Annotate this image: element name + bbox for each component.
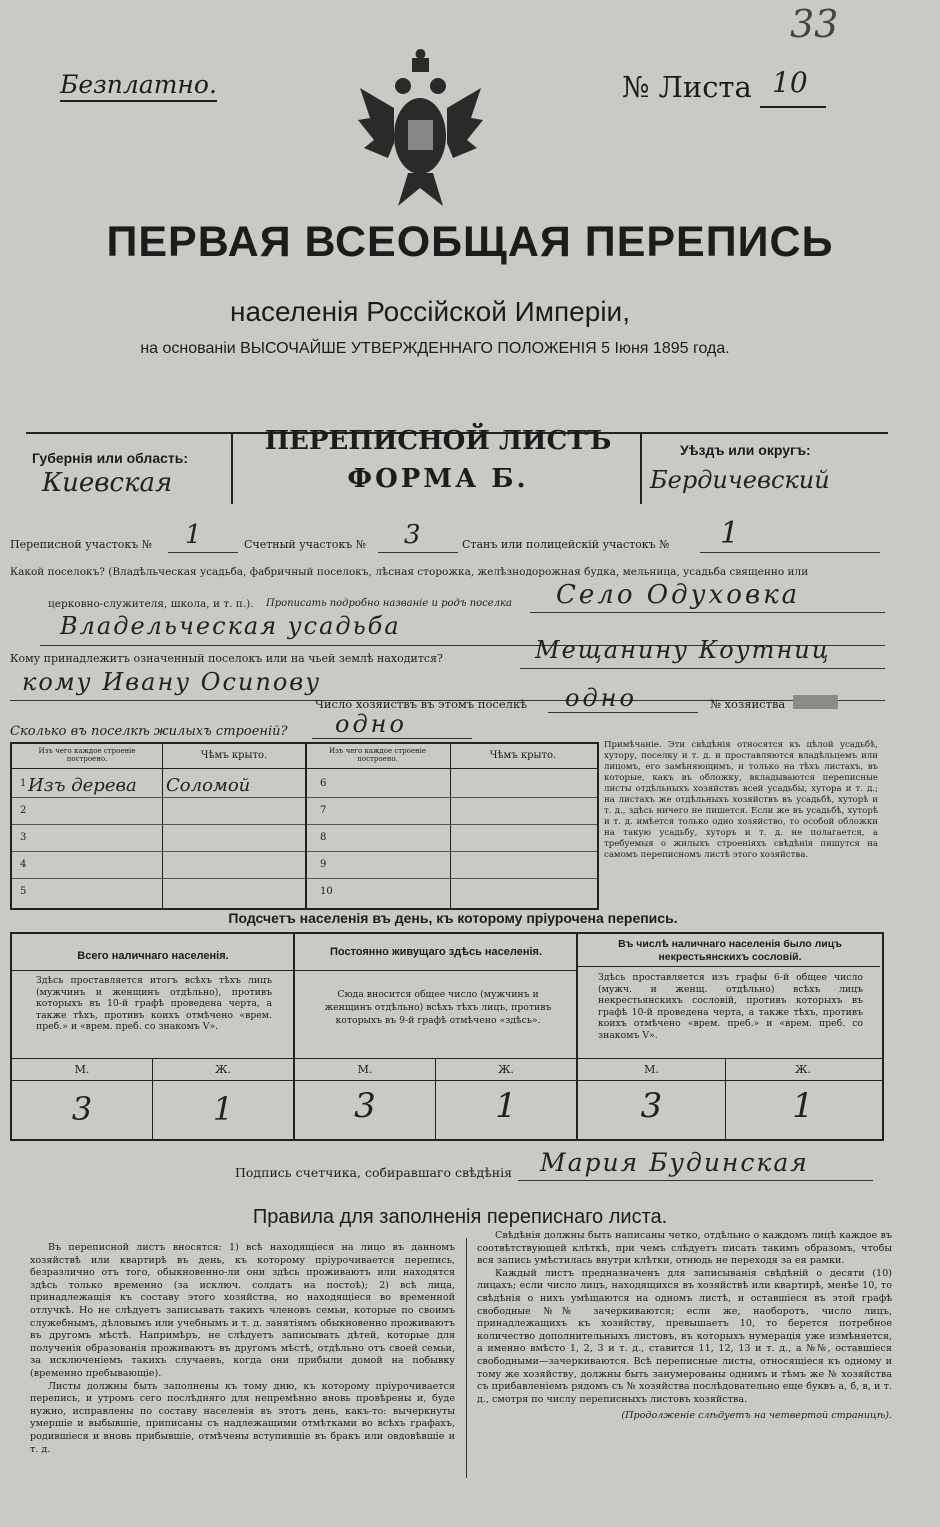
settlement-question-cont: церковно-служителя, школа, и т. п.). bbox=[48, 598, 254, 610]
pop-c2-m-label: М. bbox=[357, 1063, 373, 1076]
signature-line bbox=[518, 1180, 873, 1181]
pop-col2-title: Постоянно живущаго здѣсь населенія. bbox=[329, 946, 543, 958]
building-row-number: 8 bbox=[320, 832, 327, 843]
settlement-value-1: Село Одуховка bbox=[556, 580, 801, 610]
households-line bbox=[548, 712, 698, 713]
row1-roof-value: Соломой bbox=[166, 775, 251, 796]
settlement-question: Какой поселокъ? (Владѣльческая усадьба, фабричный поселокъ, лѣсная сторожка, желѣзнодорожная будка, мельница, усадьба священно или bbox=[10, 566, 809, 578]
pop-c3-m-value: 3 bbox=[640, 1086, 663, 1126]
page-subtitle: населенія Россійской Имперіи, bbox=[230, 296, 630, 327]
rules-right-para1: Свѣдѣнія должны быть написаны четко, отдѣльно о каждомъ лицѣ каждое въ соотвѣтствующей клѣткѣ, при чемъ слѣдуетъ писать такимъ образомъ, чтобы вся запись умѣстилась внутри клѣтки, отнюдь не переходя за ея рамки. bbox=[477, 1230, 892, 1267]
pop-c3-m-label: М. bbox=[644, 1063, 659, 1076]
household-number-blot bbox=[793, 695, 838, 709]
census-district-label: Переписной участокъ № bbox=[10, 538, 153, 551]
stan-value: 1 bbox=[720, 516, 740, 551]
uezd-value: Бердичевский bbox=[650, 466, 830, 494]
buildings-header-roof-left: Чѣмъ крыто. bbox=[200, 750, 268, 761]
pop-col3-title: Въ числѣ наличнаго населенія было лицъ некрестьянскихъ сословій. bbox=[618, 938, 842, 963]
count-district-value: 3 bbox=[404, 520, 421, 550]
building-row-line bbox=[307, 878, 597, 879]
settlement-hint: Прописать подробно названіе и родъ поселка bbox=[266, 598, 512, 609]
building-row-number: 7 bbox=[320, 805, 327, 816]
pop-c2-m-value: 3 bbox=[354, 1086, 376, 1126]
building-row-number: 1 bbox=[20, 778, 27, 789]
pop-col3-text: Здѣсь проставляется изъ графы 6-й общее число (мужч. и женщ. отдѣльно) всѣхъ лицъ некрестьянскихъ сословій, противъ которыхъ въ графѣ 10-й проведена черта, а также тѣхъ, противъ коихъ отмѣчено «врем. преб.» и «врем. преб. со знакомъ V». bbox=[598, 972, 863, 1041]
pop-col1-title: Всего наличнаго населенія. bbox=[77, 950, 229, 962]
pop-col1-text: Здѣсь проставляется итогъ всѣхъ тѣхъ лицъ (мужчинъ и женщинъ отдѣльно), противъ которыхъ въ 10-й графѣ проведена черта, а также тѣхъ, противъ коихъ отмѣчено «врем. преб.» и «врем. преб. со знакомъ V». bbox=[36, 975, 272, 1033]
building-row-number: 5 bbox=[20, 886, 27, 897]
building-row-number: 3 bbox=[20, 832, 27, 843]
guberniya-value: Киевская bbox=[42, 468, 173, 498]
building-row-number: 10 bbox=[320, 886, 333, 897]
rules-title: Правила для заполненія переписнаго листа. bbox=[252, 1206, 668, 1228]
pop-c2-f-label: Ж. bbox=[498, 1063, 514, 1076]
pop-c3-f-value: 1 bbox=[792, 1086, 814, 1126]
pop-c1-f-label: Ж. bbox=[215, 1063, 231, 1076]
guberniya-label: Губернія или область: bbox=[32, 450, 189, 466]
rules-divider bbox=[466, 1238, 467, 1478]
pop-c1-m-value: 3 bbox=[71, 1090, 93, 1128]
household-number-label: № хозяйства bbox=[710, 697, 786, 711]
owner-question: Кому принадлежитъ означенный поселокъ или на чьей землѣ находится? bbox=[10, 652, 443, 665]
row1-material-value: Изъ дерева bbox=[28, 775, 137, 796]
form-title: ПЕРЕПИСНОЙ ЛИСТЪ bbox=[264, 426, 612, 456]
rules-left-para1: Въ переписной листъ вносятся: 1) всѣ находящіеся на лицо въ данномъ хозяйствѣ или квартирѣ въ день, къ которому пріурочивается перепись, безразлично отъ того, обыкновенно-ли они здѣсь проживаютъ или находятся здѣсь только временно (за исключ. солдатъ на постоѣ); 2) всѣ лица, принадлежащія къ составу этого хозяйства, но находящіеся во временной отлучкѣ. Но не слѣдуетъ записывать такихъ членовъ семьи, которые по своимъ служебнымъ, дѣловымъ или учебнымъ и т. д. занятіямъ обыкновенно проживаютъ въ другомъ мѣстѣ. Напримѣръ, не слѣдуетъ записывать дѣтей, которые для полученія образованія проживаютъ въ другомъ мѣстѣ, отдѣльно отъ своей семьи, за исключеніемъ такихъ случаевъ, когда они прибыли домой на побывку (временно пребывающіе). bbox=[30, 1242, 455, 1379]
rules-continued: (Продолженіе слѣдуетъ на четвертой страницѣ). bbox=[621, 1410, 892, 1422]
buildings-note: Примѣчаніе. Эти свѣдѣнія относятся къ цѣлой усадьбѣ, хутору, поселку и т. д. и проставляются владѣльцемъ или лицомъ, его замѣняющимъ, и только на тѣхъ листахъ, въ которые, какъ въ обложку, вкладываются переписные листы отдѣльныхъ хозяйствъ всей усадьбы, хутора и т. д.; на листахъ же отдѣльныхъ хозяйствъ въ усадьбѣ, хуторѣ и т. д., здѣсь ничего не пишется. Если же въ усадьбѣ, хуторѣ и т. д. имѣется только одно хозяйство, то особой обложки на такую усадьбу, хуторъ и т. д. не полагается, а требуемыя о жилыхъ строеніяхъ свѣдѣнія пишутся на самомъ переписномъ листѣ этого хозяйства. bbox=[604, 740, 878, 860]
building-row-number: 4 bbox=[20, 859, 27, 870]
count-district-line bbox=[378, 552, 458, 553]
imperial-eagle-emblem bbox=[358, 48, 483, 208]
owner-line-1 bbox=[520, 668, 885, 669]
building-row-line bbox=[12, 797, 305, 798]
buildings-header-material-right: Изъ чего каждое строеніе построено. bbox=[328, 747, 427, 763]
population-count-title: Подсчетъ населенія въ день, къ которому пріурочена перепись. bbox=[228, 910, 678, 926]
stan-line bbox=[700, 552, 880, 553]
census-district-line bbox=[168, 552, 238, 553]
rules-right-column bbox=[477, 1230, 892, 1423]
legal-basis: на основаніи ВЫСОЧАЙШЕ УТВЕРЖДЕННАГО ПОЛОЖЕНІЯ 5 Іюня 1895 года. bbox=[140, 340, 730, 357]
buildings-value: одно bbox=[335, 710, 407, 738]
rules-left-para2: Листы должны быть заполнены къ тому дню, къ которому пріурочивается перепись, и утромъ сего послѣдняго для непремѣнно вновь провѣрены и, буде нужно, исправлены по составу населенія въ этотъ день, какъ-то: вычеркнуты умершіе и выбывшіе, приписаны съ надлежащими отмѣтками во всѣхъ графахъ, родившіеся и вновь прибывшіе, отмѣчены вступившіе въ бракъ или овдовѣвшіе и т. д. bbox=[30, 1380, 455, 1455]
census-district-value: 1 bbox=[185, 520, 202, 550]
households-value: одно bbox=[565, 684, 637, 712]
building-row-line bbox=[12, 878, 305, 879]
building-row-line bbox=[12, 824, 305, 825]
stan-label: Станъ или полицейскій участокъ № bbox=[462, 538, 670, 551]
uezd-label: Уѣздъ или округъ: bbox=[680, 442, 811, 458]
free-label: Безплатно. bbox=[60, 70, 217, 102]
buildings-line bbox=[312, 738, 472, 739]
building-row-line bbox=[307, 824, 597, 825]
buildings-header-roof-right: Чѣмъ крыто. bbox=[489, 750, 557, 761]
settlement-value-2: Владельческая усадьба bbox=[60, 612, 401, 640]
rules-right-para2: Каждый листъ предназначенъ для записыванія свѣдѣній о десяти (10) лицахъ; если число лицъ, находящихся въ хозяйствѣ или квартирѣ, менѣе 10, то свѣдѣнія о нихъ умѣщаются на одномъ листѣ, и оставшіеся въ этой графѣ свободные №№ зачеркиваются; если же, наоборотъ, число лицъ, принадлежащихъ къ хозяйству, превышаетъ 10, то берется потребное количество дополнительныхъ листовъ, въ которыхъ нумерація уже измѣняется, а именно вмѣсто 1, 2, 3 и т. д., ставится 11, 12, 13 и т. д., а №№, оставшіеся свободными—зачеркиваются. Всѣ переписные листы, относящіеся къ одному и тому же хозяйству, должны быть занумерованы однимъ и тѣмъ же № хозяйства съ прибавленіемъ рядомъ съ № хозяйства послѣдовательно еще буквъ а, б, в, и т. д., смотря по числу переписныхъ листовъ хозяйства. bbox=[477, 1267, 892, 1405]
signature-value: Мария Будинская bbox=[540, 1148, 809, 1177]
pop-col2-text: Сюда вносится общее число (мужчинъ и женщинъ отдѣльно) всѣхъ тѣхъ лицъ, противъ которыхъ въ 9-й графѣ отмѣчено «здѣсь». bbox=[324, 989, 552, 1026]
pop-c3-f-label: Ж. bbox=[795, 1063, 811, 1076]
building-row-line bbox=[307, 797, 597, 798]
building-row-number: 9 bbox=[320, 859, 327, 870]
sheet-number-label: № Листа bbox=[622, 70, 752, 104]
owner-value-2: кому Ивану Осипову bbox=[22, 668, 322, 696]
form-name: ФОРМА Б. bbox=[347, 464, 529, 494]
page-title: ПЕРВАЯ ВСЕОБЩАЯ ПЕРЕПИСЬ bbox=[106, 218, 834, 266]
building-row-line bbox=[307, 851, 597, 852]
count-district-label: Счетный участокъ № bbox=[244, 538, 367, 551]
building-row-number: 6 bbox=[320, 778, 327, 789]
building-row-number: 2 bbox=[20, 805, 27, 816]
pop-c1-m-label: М. bbox=[74, 1063, 90, 1076]
buildings-question: Сколько въ поселкѣ жилыхъ строеній? bbox=[10, 724, 288, 739]
households-label: Число хозяйствъ въ этомъ поселкѣ bbox=[315, 697, 528, 711]
sheet-number-value: 10 bbox=[772, 66, 808, 99]
settlement-line-1 bbox=[530, 612, 885, 613]
signature-label: Подпись счетчика, собиравшаго свѣдѣнія bbox=[235, 1165, 512, 1180]
sheet-number-underline bbox=[760, 106, 826, 108]
corner-page-number: 33 bbox=[790, 2, 839, 46]
building-row-line bbox=[12, 851, 305, 852]
rules-left-column bbox=[30, 1242, 455, 1456]
owner-value-1: Мещанину Коутниц bbox=[535, 636, 831, 664]
pop-c1-f-value: 1 bbox=[212, 1090, 234, 1128]
buildings-header-material-left: Изъ чего каждое строеніе построено. bbox=[38, 747, 136, 763]
pop-c2-f-value: 1 bbox=[495, 1086, 517, 1126]
